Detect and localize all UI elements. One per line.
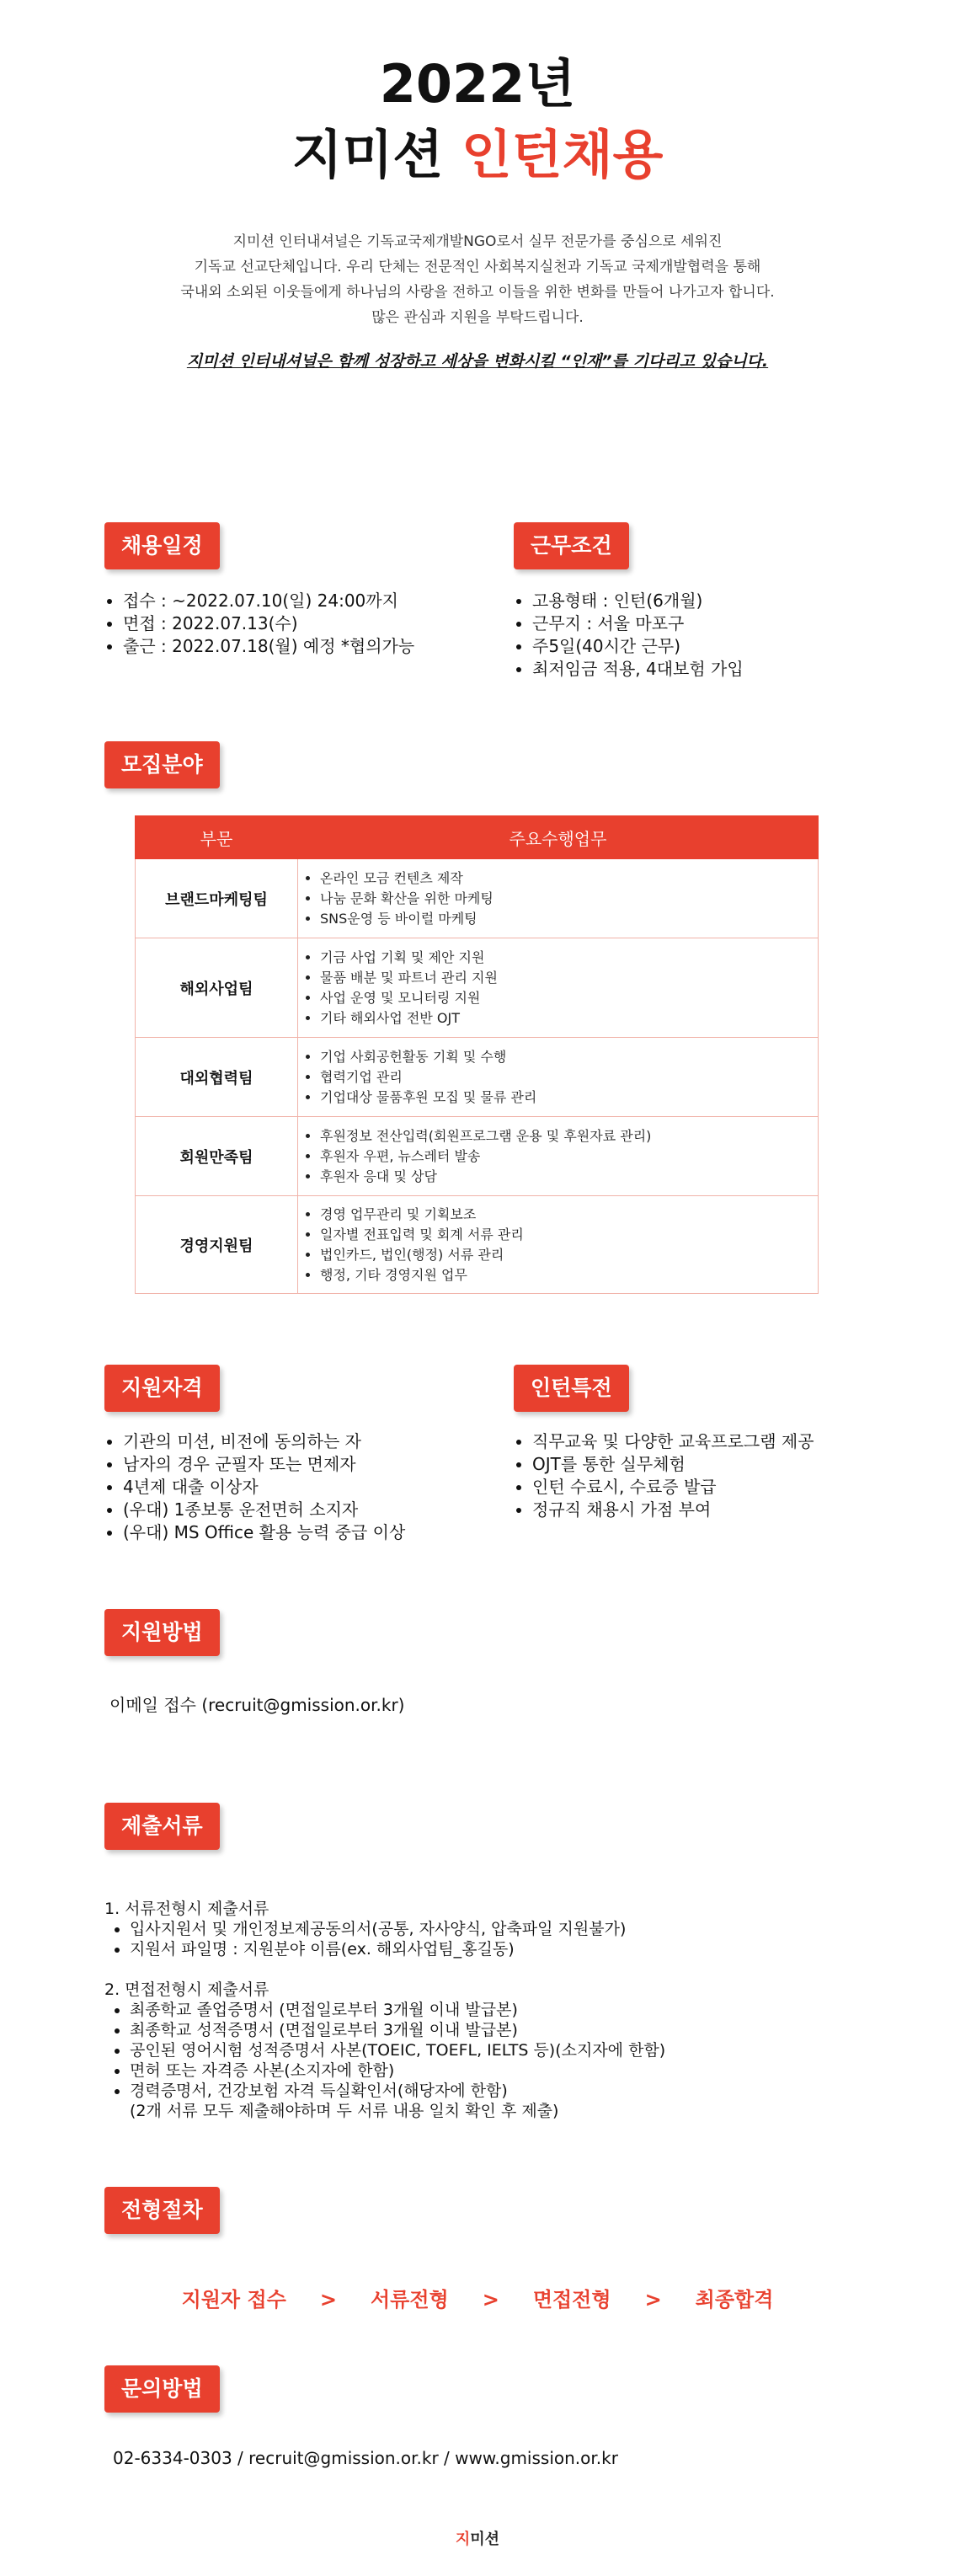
- list-item: • 주5일(40시간 근무): [532, 635, 744, 658]
- column-header: 부문: [136, 816, 298, 859]
- task-item: • 협력기업 관리: [320, 1067, 811, 1088]
- fields-badge: 모집분야: [104, 741, 220, 788]
- list-item: • 최종학교 성적증명서 (면접일로부터 3개월 이내 발급본): [130, 2020, 665, 2040]
- logo-text: 미션: [470, 2531, 500, 2548]
- list-item: • 정규직 채용시 가점 부여: [532, 1499, 814, 1521]
- team-cell: 대외협력팀: [136, 1038, 298, 1117]
- table-row: [136, 859, 819, 938]
- qualifications-badge: 지원자격: [104, 1365, 220, 1412]
- process-arrow: >: [319, 2288, 337, 2311]
- list-item: • (우대) 1종보통 운전면허 소지자: [123, 1499, 405, 1521]
- list-item: • 출근 : 2022.07.18(월) 예정 *협의가능: [123, 635, 414, 658]
- task-item: • 행정, 기타 경영지원 업무: [320, 1265, 811, 1285]
- list-item: • 인턴 수료시, 수료증 발급: [532, 1476, 814, 1499]
- documents-group-title: 1. 서류전형시 제출서류: [104, 1900, 269, 1918]
- list-item: • 접수 : ~2022.07.10(일) 24:00까지: [123, 590, 414, 612]
- conditions-list: [514, 590, 744, 681]
- schedule-badge: 채용일정: [104, 522, 220, 569]
- task-item: • 법인카드, 법인(행정) 서류 관리: [320, 1245, 811, 1265]
- footer-logo: [0, 2527, 955, 2549]
- title-highlight: 인턴채용: [461, 124, 664, 185]
- table-header-row: [136, 816, 819, 859]
- tasks-cell: [298, 1117, 819, 1196]
- benefits-list: [514, 1430, 814, 1521]
- intro-line: 기독교 선교단체입니다. 우리 단체는 전문적인 사회복지실천과 기독교 국제개발협력을 통해: [194, 259, 761, 275]
- team-cell: 경영지원팀: [136, 1196, 298, 1294]
- task-item: • 물품 배분 및 파트너 관리 지원: [320, 968, 811, 988]
- logo-mark: 지: [455, 2531, 471, 2548]
- list-item: • 지원서 파일명 : 지원분야 이름(ex. 해외사업팀_홍길동): [130, 1939, 665, 1959]
- task-item: • 후원정보 전산입력(회원프로그램 운용 및 후원자료 관리): [320, 1126, 811, 1146]
- benefits-badge: 인턴특전: [514, 1365, 629, 1412]
- process-step: 지원자 접수: [181, 2288, 286, 2311]
- list-item: • 최저임금 적용, 4대보험 가입: [532, 658, 744, 681]
- intro-line: 지미션 인터내셔널은 기독교국제개발NGO로서 실무 전문가를 중심으로 세워진: [232, 233, 723, 250]
- fields-table: [135, 815, 819, 1294]
- tasks-cell: [298, 1196, 819, 1294]
- task-item: • 후원자 우편, 뉴스레터 발송: [320, 1146, 811, 1167]
- intro-text: [0, 229, 955, 330]
- list-item: • 공인된 영어시험 성적증명서 사본(TOEIC, TOEFL, IELTS 등)(소지자에 한함): [130, 2040, 665, 2060]
- intro-line: 많은 관심과 지원을 부탁드립니다.: [371, 309, 584, 326]
- schedule-list: [104, 590, 414, 658]
- process-step: 면접전형: [532, 2288, 611, 2311]
- process-step: 서류전형: [370, 2288, 449, 2311]
- task-item: • 일자별 전표입력 및 회계 서류 관리: [320, 1225, 811, 1245]
- conditions-badge: 근무조건: [514, 522, 629, 569]
- list-item: • 면접 : 2022.07.13(수): [123, 612, 414, 635]
- list-item: • 최종학교 졸업증명서 (면접일로부터 3개월 이내 발급본): [130, 2000, 665, 2020]
- contact-badge: 문의방법: [104, 2365, 220, 2413]
- tagline: 지미션 인터내셔널은 함께 성장하고 세상을 변화시킬 “인재”를 기다리고 있습니다.: [186, 352, 769, 371]
- list-item: • 기관의 미션, 비전에 동의하는 자: [123, 1430, 405, 1453]
- page-title: [0, 125, 955, 185]
- list-item: • 4년제 대출 이상자: [123, 1476, 405, 1499]
- documents-group-title: 2. 면접전형시 제출서류: [104, 1980, 269, 1999]
- list-item: • 면허 또는 자격증 사본(소지자에 한함): [130, 2060, 665, 2081]
- table-row: [136, 938, 819, 1038]
- list-item: • OJT를 통한 실무체험: [532, 1453, 814, 1476]
- list-item: • 남자의 경우 군필자 또는 면제자: [123, 1453, 405, 1476]
- task-item: • 후원자 응대 및 상담: [320, 1167, 811, 1187]
- documents-badge: 제출서류: [104, 1803, 220, 1850]
- table-row: [136, 1038, 819, 1117]
- tasks-cell: [298, 859, 819, 938]
- process-steps: [0, 2283, 955, 2312]
- list-item: • 경력증명서, 건강보험 자격 득실확인서(해당자에 한함): [130, 2081, 665, 2101]
- title-org: 지미션: [291, 124, 444, 185]
- qualifications-list: [104, 1430, 405, 1544]
- process-arrow: >: [644, 2288, 662, 2311]
- documents-section: [104, 1899, 665, 2121]
- task-item: • 나눔 문화 확산을 위한 마케팅: [320, 889, 811, 909]
- team-cell: 회원만족팀: [136, 1117, 298, 1196]
- process-step: 최종합격: [695, 2288, 774, 2311]
- team-cell: 브랜드마케팅팀: [136, 859, 298, 938]
- list-item: • (우대) MS Office 활용 능력 중급 이상: [123, 1521, 405, 1544]
- column-header: 주요수행업무: [298, 816, 819, 859]
- team-cell: 해외사업팀: [136, 938, 298, 1038]
- tasks-cell: [298, 1038, 819, 1117]
- task-item: • 기업대상 물품후원 모집 및 물류 관리: [320, 1088, 811, 1108]
- list-item: • 고용형태 : 인턴(6개월): [532, 590, 744, 612]
- task-item: • 온라인 모금 컨텐츠 제작: [320, 868, 811, 889]
- task-item: • 기금 사업 기획 및 제안 지원: [320, 948, 811, 968]
- task-item: • 사업 운영 및 모니터링 지원: [320, 988, 811, 1008]
- tasks-cell: [298, 938, 819, 1038]
- contact-text: 02-6334-0303 / recruit@gmission.or.kr / www.gmission.or.kr: [113, 2448, 618, 2468]
- task-item: • 기업 사회공헌활동 기획 및 수행: [320, 1047, 811, 1067]
- list-item: • 입사지원서 및 개인정보제공동의서(공통, 자사양식, 압축파일 지원불가): [130, 1919, 665, 1939]
- table-row: [136, 1196, 819, 1294]
- task-item: • 경영 업무관리 및 기획보조: [320, 1205, 811, 1225]
- process-badge: 전형절차: [104, 2187, 220, 2234]
- year-title: 2022년: [379, 53, 576, 115]
- task-item: • SNS운영 등 바이럴 마케팅: [320, 909, 811, 929]
- process-arrow: >: [482, 2288, 499, 2311]
- list-item: • 직무교육 및 다양한 교육프로그램 제공: [532, 1430, 814, 1453]
- table-row: [136, 1117, 819, 1196]
- apply-text: 이메일 접수 (recruit@gmission.or.kr): [109, 1695, 405, 1715]
- intro-line: 국내외 소외된 이웃들에게 하나님의 사랑을 전하고 이들을 위한 변화를 만들어 나가고자 합니다.: [180, 284, 775, 301]
- apply-badge: 지원방법: [104, 1609, 220, 1656]
- list-item: • 근무지 : 서울 마포구: [532, 612, 744, 635]
- documents-note: (2개 서류 모두 제출해야하며 두 서류 내용 일치 확인 후 제출): [130, 2102, 559, 2120]
- task-item: • 기타 해외사업 전반 OJT: [320, 1008, 811, 1029]
